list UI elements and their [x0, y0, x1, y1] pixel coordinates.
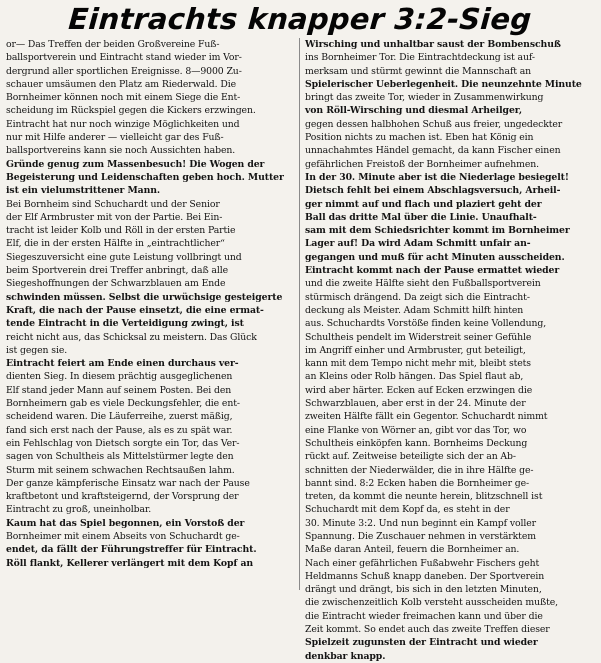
article-text-line: ist gegen sie.: [6, 344, 68, 356]
article-text-line: gefährlichen Freistoß der Bornheimer aufnehmen.: [305, 158, 539, 170]
article-text-line: sam mit dem Schiedsrichter kommt im Bornheimer: [305, 225, 570, 237]
article-text-line: ger nimmt auf und flach und plaziert geht der: [305, 198, 542, 210]
article-text-line: Elf, die in der ersten Hälfte in „eintrachtlicher“: [6, 238, 225, 250]
article-column-left: [6, 38, 296, 590]
article-text-line: denkbar knapp.: [305, 650, 386, 662]
article-text-line: Schwarzblauen, aber erst in der 24. Minute der: [305, 398, 526, 410]
article-text-line: deckung als Meister. Adam Schmitt hilft hinten: [305, 304, 524, 316]
article-text-line: drängt und drängt, bis sich in den letzten Minuten,: [305, 584, 542, 596]
article-text-line: stürmisch drängend. Da zeigt sich die Eintracht-: [305, 291, 530, 303]
article-text-line: In der 30. Minute aber ist die Niederlage besiegelt!: [305, 171, 569, 183]
article-text-line: Spannung. Die Zuschauer nehmen in verstärktem: [305, 530, 536, 542]
article-text-line: Kraft, die nach der Pause einsetzt, die eine ermat-: [6, 304, 264, 316]
article-text-line: Dietsch fehlt bei einem Abschlagsversuch, Arheil-: [305, 185, 561, 197]
article-text-line: eine Flanke von Wörner an, gibt vor das Tor, wo: [305, 424, 527, 436]
article-text-line: Spielzeit zugunsten der Eintracht und wieder: [305, 637, 538, 649]
article-text-line: endet, da fällt der Führungstreffer für Eintracht.: [6, 544, 257, 556]
article-text-line: Elf stand jeder Mann auf seinem Posten. Bei den: [6, 384, 232, 396]
article-text-line: tracht ist leider Kolb und Röll in der ersten Partie: [6, 225, 236, 237]
article-text-line: Nach einer gefährlichen Fußabwehr Fischers geht: [305, 557, 540, 569]
article-text-line: der Elf Armbruster mit von der Partie. Bei Ein-: [6, 211, 223, 223]
article-text-line: beim Sportverein drei Treffer anbringt, daß alle: [6, 265, 229, 277]
article-text-line: Kaum hat das Spiel begonnen, ein Vorstoß der: [6, 517, 245, 529]
article-text-line: zweiten Hälfte fällt ein Gegentor. Schuchardt nimmt: [305, 411, 548, 423]
article-text-line: die Eintracht wieder freimachen kann und über die: [305, 610, 543, 622]
article-text-line: gegen dessen halbhohen Schuß aus freier, ungedeckter: [305, 118, 563, 130]
article-text-line: unnachahmtes Händel gemacht, da kann Fischer einen: [305, 145, 561, 157]
article-text-line: fand sich erst nach der Pause, als es zu spät war.: [6, 424, 233, 436]
article-text-line: von Röll-Wirsching und diesmal Arheilger,: [305, 105, 523, 117]
article-text-line: im Angriff einher und Armbruster, gut beteiligt,: [305, 344, 526, 356]
article-text-line: Eintracht zu groß, uneinholbar.: [6, 504, 152, 516]
article-text-line: und die zweite Hälfte sieht den Fußballsportverein: [305, 278, 541, 290]
article-text-line: ballsportverein und Eintracht stand wieder im Vor-: [6, 52, 242, 64]
article-text-line: Begeisterung und Leidenschaften geben hoch. Mutter: [6, 171, 284, 183]
article-text-line: Eintracht kommt nach der Pause ermattet wieder: [305, 265, 560, 277]
article-text-line: ins Bornheimer Tor. Die Eintrachtdeckung ist auf-: [305, 52, 535, 64]
article-text-line: reicht nicht aus, das Schicksal zu meistern. Das Glück: [6, 331, 257, 343]
article-text-line: Eintracht hat nur noch winzige Möglichkeiten und: [6, 118, 240, 130]
article-text-line: Maße daran Anteil, feuern die Bornheimer an.: [305, 544, 520, 556]
article-text-line: Ball das dritte Mal über die Linie. Unaufhalt-: [305, 211, 537, 223]
article-text-line: sagen von Schultheis als Mittelstürmer legte den: [6, 451, 234, 463]
article-text-line: bannt sind. 8:2 Ecken haben die Bornheimer ge-: [305, 477, 530, 489]
article-text-line: Bornheimer mit einem Abseits von Schuchardt ge-: [6, 530, 240, 542]
article-text-line: Sturm mit seinem schwachen Rechtsaußen lahm.: [6, 464, 235, 476]
article-text-line: Lager auf! Da wird Adam Schmitt unfair an-: [305, 238, 531, 250]
article-text-line: dergrund aller sportlichen Ereignisse. 8—9000 Zu-: [6, 65, 242, 77]
article-column-right: [305, 38, 595, 662]
article-headline: Eintrachts knapper 3:2-Sieg: [67, 2, 533, 36]
article-text-line: aus. Schuchardts Vorstöße finden keine Vollendung,: [305, 318, 547, 330]
article-text-line: Bornheimer können noch mit einem Siege die Ent-: [6, 92, 241, 104]
article-body: [0, 38, 600, 662]
article-text-line: ist ein vielumstrittener Mann.: [6, 185, 161, 197]
article-text-line: Schultheis pendelt im Widerstreit seiner Gefühle: [305, 331, 532, 343]
article-text-line: Bornheimern gab es viele Deckungsfehler, die ent-: [6, 398, 240, 410]
article-text-line: schnitten der Niederwälder, die in ihre Hälfte ge-: [305, 464, 534, 476]
article-text-line: rückt auf. Zeitweise beteiligte sich der an Ab-: [305, 451, 516, 463]
article-text-line: merksam und stürmt gewinnt die Mannschaft an: [305, 65, 532, 77]
article-text-line: Position nichts zu machen ist. Eben hat König ein: [305, 132, 534, 144]
article-text-line: Siegeshoffnungen der Schwarzblauen am Ende: [6, 278, 226, 290]
article-text-line: an Kleins oder Rolb hängen. Das Spiel flaut ab,: [305, 371, 524, 383]
article-text-line: bringt das zweite Tor, wieder in Zusammenwirkung: [305, 92, 544, 104]
article-text-line: ein Fehlschlag von Dietsch sorgte ein Tor, das Ver-: [6, 437, 240, 449]
article-text-line: kraftbetont und kraftsteigernd, der Vorsprung der: [6, 491, 239, 503]
article-text-line: Bei Bornheim sind Schuchardt und der Senior: [6, 198, 220, 210]
column-divider: [299, 38, 300, 590]
article-text-line: tende Eintracht in die Verteidigung zwingt, ist: [6, 318, 244, 330]
article-text-line: gegangen und muß für acht Minuten ausscheiden.: [305, 251, 565, 263]
article-text-line: Röll flankt, Kellerer verlängert mit dem Kopf an: [6, 557, 254, 569]
article-text-line: ballsportvereins kann sie noch Aussichten haben.: [6, 145, 236, 157]
article-text-line: 30. Minute 3:2. Und nun beginnt ein Kampf voller: [305, 517, 536, 529]
article-text-line: Siegeszuversicht eine gute Leistung vollbringt und: [6, 251, 242, 263]
article-text-line: scheidend waren. Die Läuferreihe, zuerst mäßig,: [6, 411, 233, 423]
article-text-line: Zeit kommt. So endet auch das zweite Treffen dieser: [305, 624, 550, 636]
article-text-line: Heldmanns Schuß knapp daneben. Der Sportverein: [305, 570, 545, 582]
article-text-line: Wirsching und unhaltbar saust der Bombenschuß: [305, 39, 561, 50]
article-text-line: Gründe genug zum Massenbesuch! Die Wogen der: [6, 158, 265, 170]
article-text-line: scheidung im Rückspiel gegen die Kickers erzwingen.: [6, 105, 256, 117]
article-text-line: die zwischenzeitlich Kolb versteht ausscheiden mußte,: [305, 597, 558, 609]
article-text-line: kann mit dem Tempo nicht mehr mit, bleibt stets: [305, 358, 531, 370]
article-text-line: treten, da kommt die neunte herein, blitzschnell ist: [305, 491, 543, 503]
article-text-line: schwinden müssen. Selbst die urwüchsige gesteigerte: [6, 291, 283, 303]
article-text-line: nur mit Hilfe anderer — vielleicht gar des Fuß-: [6, 132, 224, 144]
article-text-line: Der ganze kämpferische Einsatz war nach der Pause: [6, 477, 250, 489]
article-text-line: or— Das Treffen der beiden Großvereine Fuß-: [6, 39, 220, 50]
article-text-line: Schultheis einköpfen kann. Bornheims Deckung: [305, 437, 528, 449]
article-text-line: dienten Sieg. In diesem prächtig ausgeglichenen: [6, 371, 233, 383]
article-text-line: wird aber härter. Ecken auf Ecken erzwingen die: [305, 384, 533, 396]
article-text-line: schauer umsäumen den Platz am Riederwald. Die: [6, 78, 236, 90]
article-text-line: Eintracht feiert am Ende einen durchaus ver-: [6, 358, 239, 370]
article-text-line: Schuchardt mit dem Kopf da, es steht in der: [305, 504, 510, 516]
article-text-line: Spielerischer Ueberlegenheit. Die neunzehnte Minute: [305, 78, 582, 90]
